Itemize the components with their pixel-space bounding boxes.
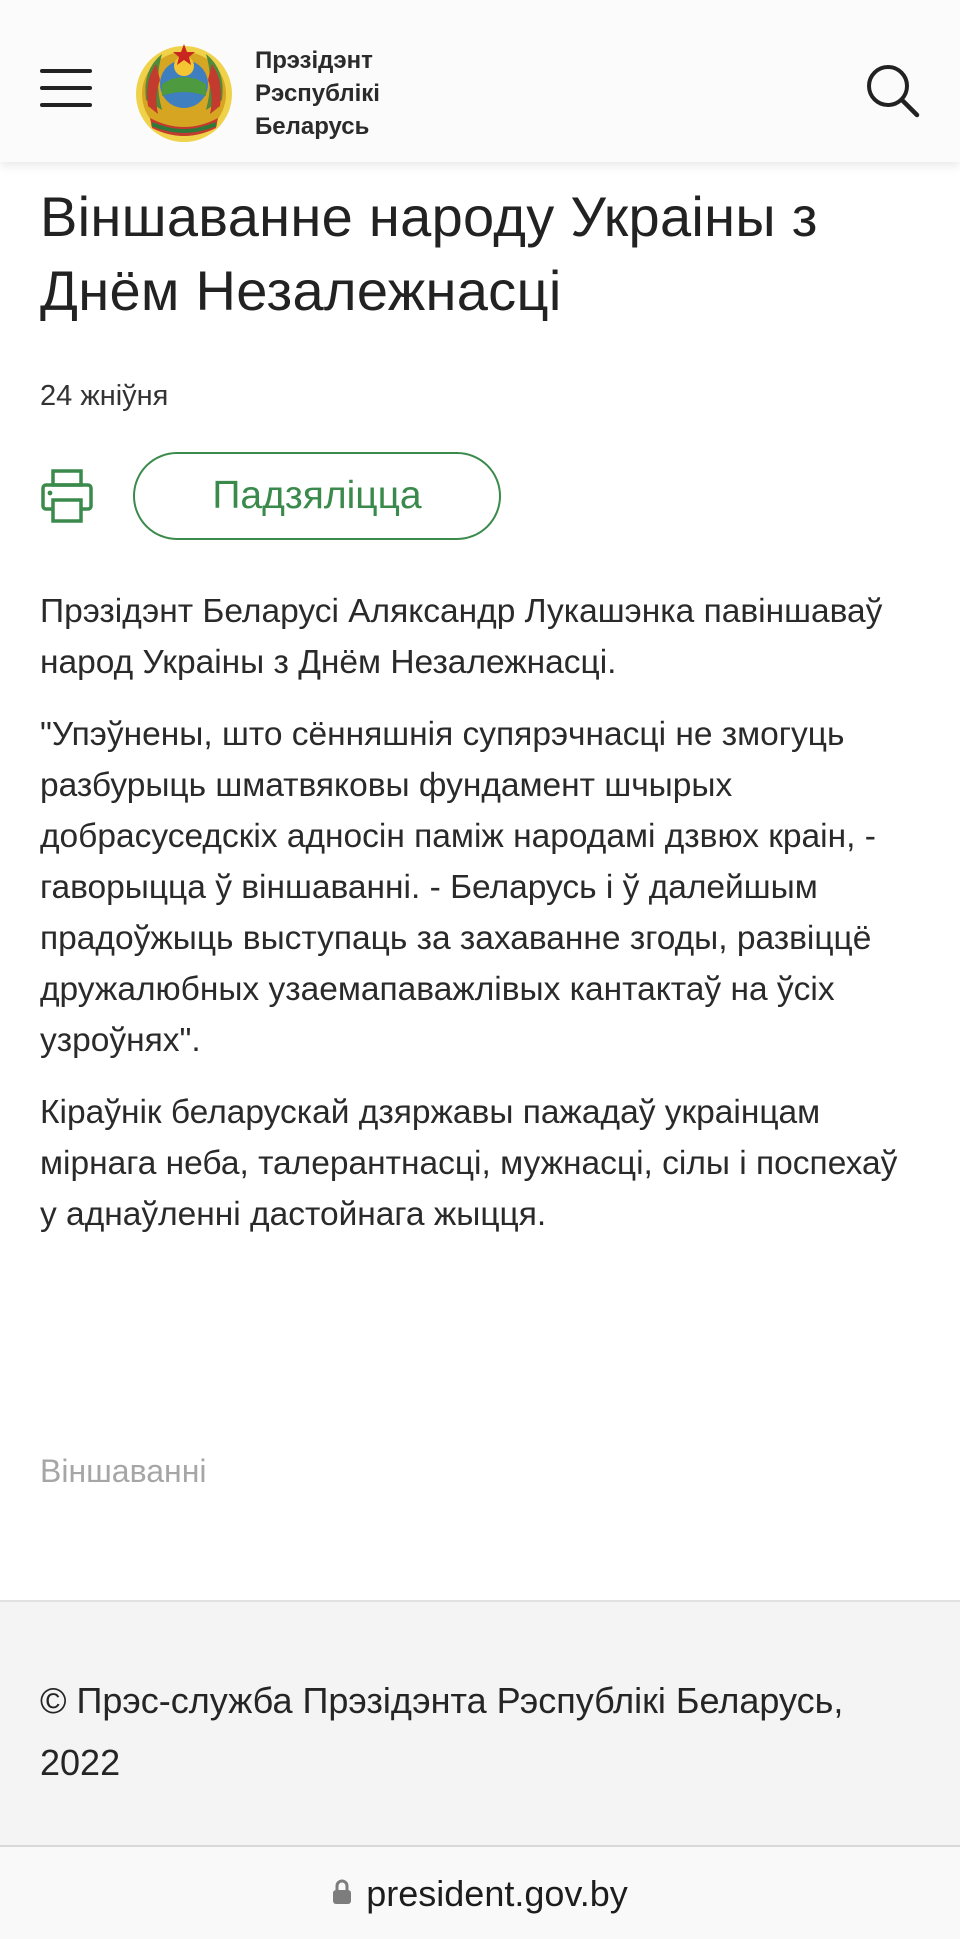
article-paragraph: Кіраўнік беларускай дзяржавы пажадаў украінцам мірнага неба, талерантнасці, мужнасці, сілы і поспехаў у аднаўленні дастойнага жыцця. [40,1094,898,1233]
article-tag-link[interactable]: Віншаванні [40,1453,207,1489]
article-date: 24 жніўня [40,380,169,412]
site-header [0,0,960,162]
menu-icon[interactable] [40,66,92,108]
share-button[interactable]: Падзяліцца [133,452,501,540]
article-title: Віншаванне народу Украіны з Днём Незалежнасці [40,185,818,322]
brand-line: Прэзідэнт [255,47,373,74]
lock-icon [332,1879,352,1905]
copyright-text: © Прэс-служба Прэзідэнта Рэспублікі Беларусь, 2022 [40,1680,844,1783]
state-emblem-logo[interactable] [132,40,236,144]
url-text: president.gov.by [366,1873,628,1914]
address-display[interactable] [0,1871,960,1917]
search-icon[interactable] [864,62,920,118]
site-footer [0,1600,960,1847]
brand-line: Беларусь [255,113,370,140]
print-icon[interactable] [40,468,94,524]
article-paragraph: Прэзідэнт Беларусі Аляксандр Лукашэнка павіншаваў народ Украіны з Днём Незалежнасці. [40,593,883,681]
article-body [40,586,920,1261]
brand-line: Рэспублікі [255,80,380,107]
article-paragraph: "Упэўнены, што сённяшнія супярэчнасці не змогуць разбурыць шматвяковы фундамент шчырых добрасуседскіх адносін паміж народамі дзвюх краін, - гаворыцца ў віншаванні. - Беларусь і ў далейшым прадоўжыць выступаць за захаванне згоды, развіццё дружалюбных узаемапаважлівых кантактаў на ўсіх узроўнях". [40,716,876,1059]
browser-address-bar[interactable] [0,1845,960,1939]
site-brand[interactable] [255,44,455,143]
